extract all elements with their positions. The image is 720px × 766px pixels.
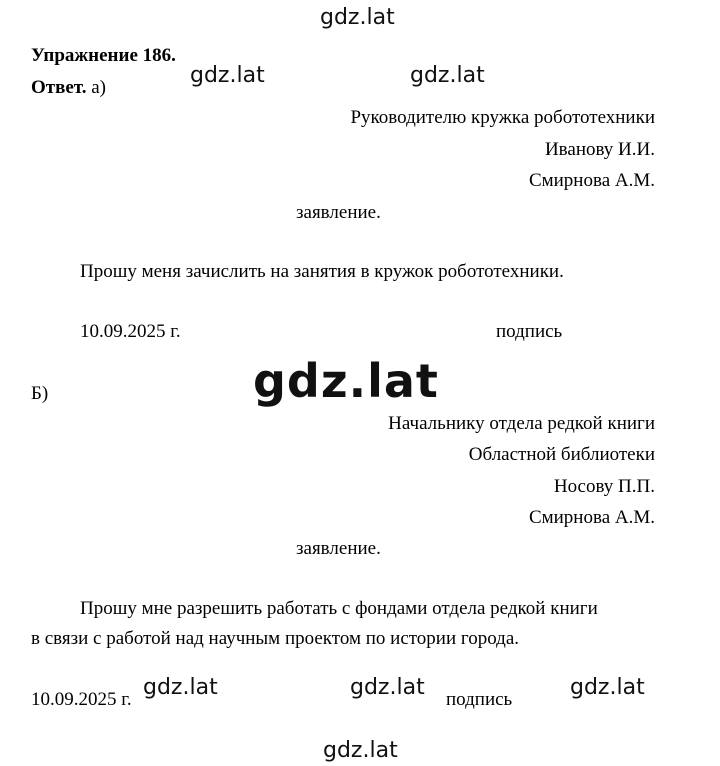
watermark-right: gdz.lat: [410, 63, 485, 88]
answer-label: Ответ.: [31, 77, 87, 98]
watermark-footer: gdz.lat: [323, 738, 398, 763]
watermark-bottom-left: gdz.lat: [143, 675, 218, 700]
watermark-top: gdz.lat: [320, 5, 395, 30]
watermark-bottom-center: gdz.lat: [350, 675, 425, 700]
letter-a-addressee-line2: Иванову И.И.: [544, 139, 655, 160]
watermark-bottom-right: gdz.lat: [570, 675, 645, 700]
letter-b-body-line2: в связи с работой над научным проектом по истории города.: [31, 628, 520, 649]
letter-a-date: 10.09.2025 г.: [80, 321, 181, 342]
letter-a-signature: подпись: [496, 321, 563, 342]
letter-b-addressee-line3: Носову П.П.: [553, 476, 655, 497]
letter-a-doc-type: заявление.: [296, 202, 381, 223]
part-a-label: а): [91, 77, 106, 98]
letter-b-doc-type: заявление.: [296, 538, 381, 559]
letter-a-addressee-line1: Руководителю кружка робототехники: [350, 107, 655, 128]
exercise-title: Упражнение 186.: [31, 45, 176, 66]
watermark-left: gdz.lat: [190, 63, 265, 88]
letter-b-addressee-line1: Начальнику отдела редкой книги: [388, 413, 655, 434]
watermark-center-large: gdz.lat: [253, 354, 439, 408]
part-b-label: Б): [31, 383, 49, 404]
letter-b-date: 10.09.2025 г.: [31, 689, 132, 710]
letter-b-sender: Смирнова А.М.: [528, 507, 655, 528]
letter-b-addressee-line2: Областной библиотеки: [468, 444, 655, 465]
letter-a-body: Прошу меня зачислить на занятия в кружок робототехники.: [80, 261, 564, 282]
letter-b-signature: подпись: [446, 689, 513, 710]
letter-a-sender: Смирнова А.М.: [528, 170, 655, 191]
answer-line: [31, 77, 106, 99]
letter-b-body-line1: Прошу мне разрешить работать с фондами отдела редкой книги: [80, 598, 598, 619]
